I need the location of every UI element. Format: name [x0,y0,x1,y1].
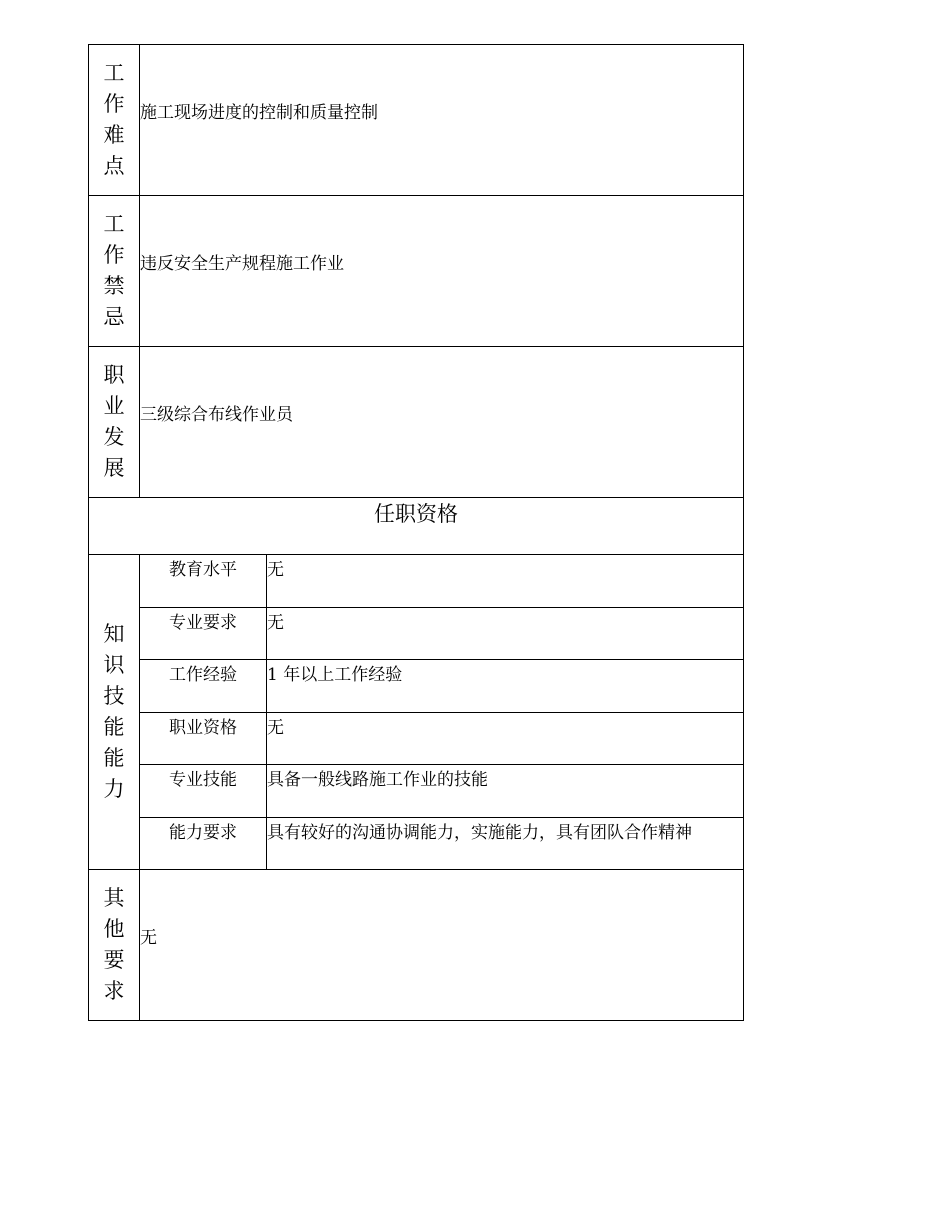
career-development-label: 职 业 发 展 [89,347,140,498]
professional-skill-value: 具备一般线路施工作业的技能 [267,765,744,818]
row-qualifications-heading [89,498,744,555]
row-other-requirements [89,870,744,1021]
qualification-row [89,555,744,608]
row-work-prohibitions [89,196,744,347]
major-requirement-value: 无 [267,607,744,660]
career-development-content [140,347,744,498]
qualification-row [89,765,744,818]
work-difficulty-text: 施工现场进度的控制和质量控制 [140,102,378,123]
work-difficulty-content [140,45,744,196]
other-requirements-content [140,870,744,1021]
job-description-table [88,44,744,1021]
career-development-text: 三级综合布线作业员 [140,404,293,425]
education-level-label: 教育水平 [140,555,267,608]
major-requirement-label: 专业要求 [140,607,267,660]
work-experience-value: 1 年以上工作经验 [267,660,744,713]
work-experience-label: 工作经验 [140,660,267,713]
professional-skill-label: 专业技能 [140,765,267,818]
work-prohibitions-label: 工 作 禁 忌 [89,196,140,347]
other-requirements-text: 无 [140,927,157,948]
knowledge-skills-label: 知 识 技 能 能 力 [89,555,140,870]
work-prohibitions-text: 违反安全生产规程施工作业 [140,253,344,274]
row-career-development [89,347,744,498]
ability-requirement-label: 能力要求 [140,817,267,870]
row-work-difficulty [89,45,744,196]
education-level-value: 无 [267,555,744,608]
work-difficulty-label: 工 作 难 点 [89,45,140,196]
work-prohibitions-content [140,196,744,347]
professional-qualification-value: 无 [267,712,744,765]
qualifications-heading: 任职资格 [89,498,744,555]
qualification-row [89,660,744,713]
qualification-row [89,817,744,870]
qualification-row [89,712,744,765]
professional-qualification-label: 职业资格 [140,712,267,765]
qualification-row [89,607,744,660]
ability-requirement-value: 具有较好的沟通协调能力，实施能力，具有团队合作精神 [267,817,744,870]
other-requirements-label: 其 他 要 求 [89,870,140,1021]
